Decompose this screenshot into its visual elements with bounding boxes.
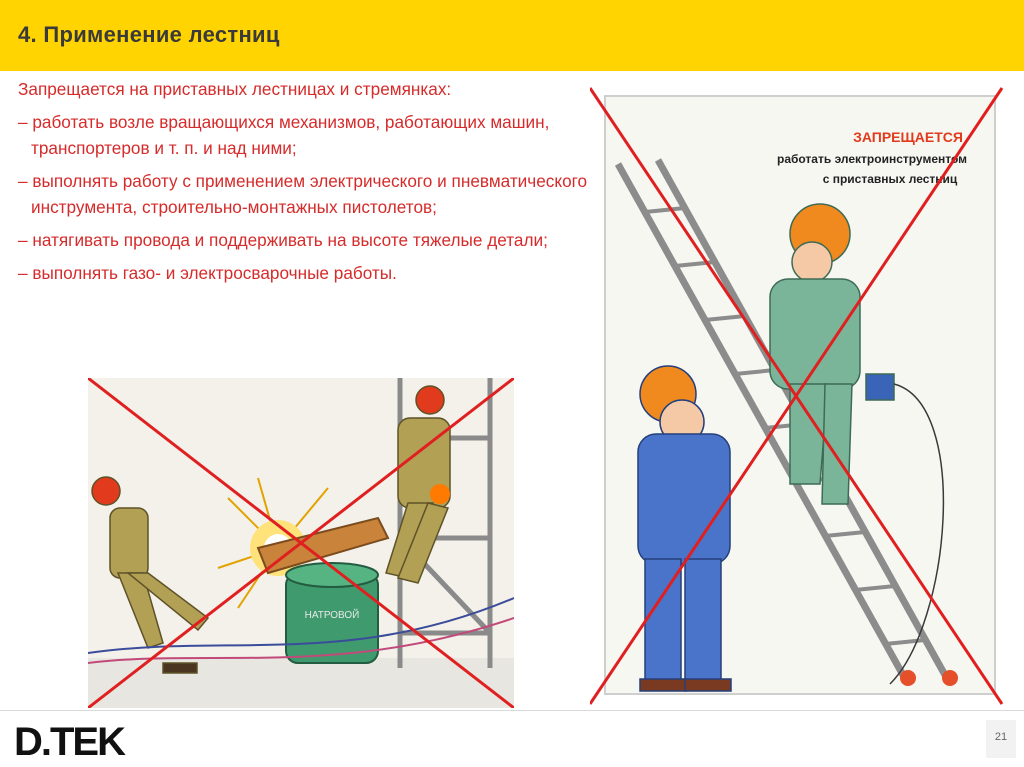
ladder-poster-illustration: [590, 84, 1005, 708]
gas-cylinder: [286, 563, 378, 663]
list-item: – натягивать провода и поддерживать на высоте тяжелые детали;: [18, 230, 548, 250]
footer-divider: [0, 710, 1024, 711]
poster-heading: ЗАПРЕЩАЕТСЯ: [853, 129, 963, 145]
page-title: 4. Применение лестниц: [18, 22, 280, 47]
welding-illustration: [88, 378, 514, 708]
dtek-logo: [14, 717, 154, 761]
welding-flame: [430, 484, 450, 504]
prohibitions-text: [18, 76, 588, 293]
list-item: – выполнять работу с применением электрического и пневматического инструмента, строительно-монтажных пистолетов;: [18, 171, 588, 217]
poster-line2: с приставных лестниц: [822, 172, 958, 186]
poster-line1: работать электроинструментом: [776, 152, 968, 166]
svg-text:НАТРОВОЙ: НАТРОВОЙ: [304, 610, 360, 621]
page-number: 21: [994, 731, 1008, 743]
list-item: – работать возле вращающихся механизмов, работающих машин, транспортеров и т. п. и над ними;: [18, 112, 550, 158]
header-bar: [0, 0, 1024, 71]
list-item: – выполнять газо- и электросварочные работы.: [18, 263, 397, 283]
svg-text:D.TEK: D.TEK: [14, 720, 124, 761]
intro-text: Запрещается на приставных лестницах и стремянках:: [18, 79, 452, 99]
